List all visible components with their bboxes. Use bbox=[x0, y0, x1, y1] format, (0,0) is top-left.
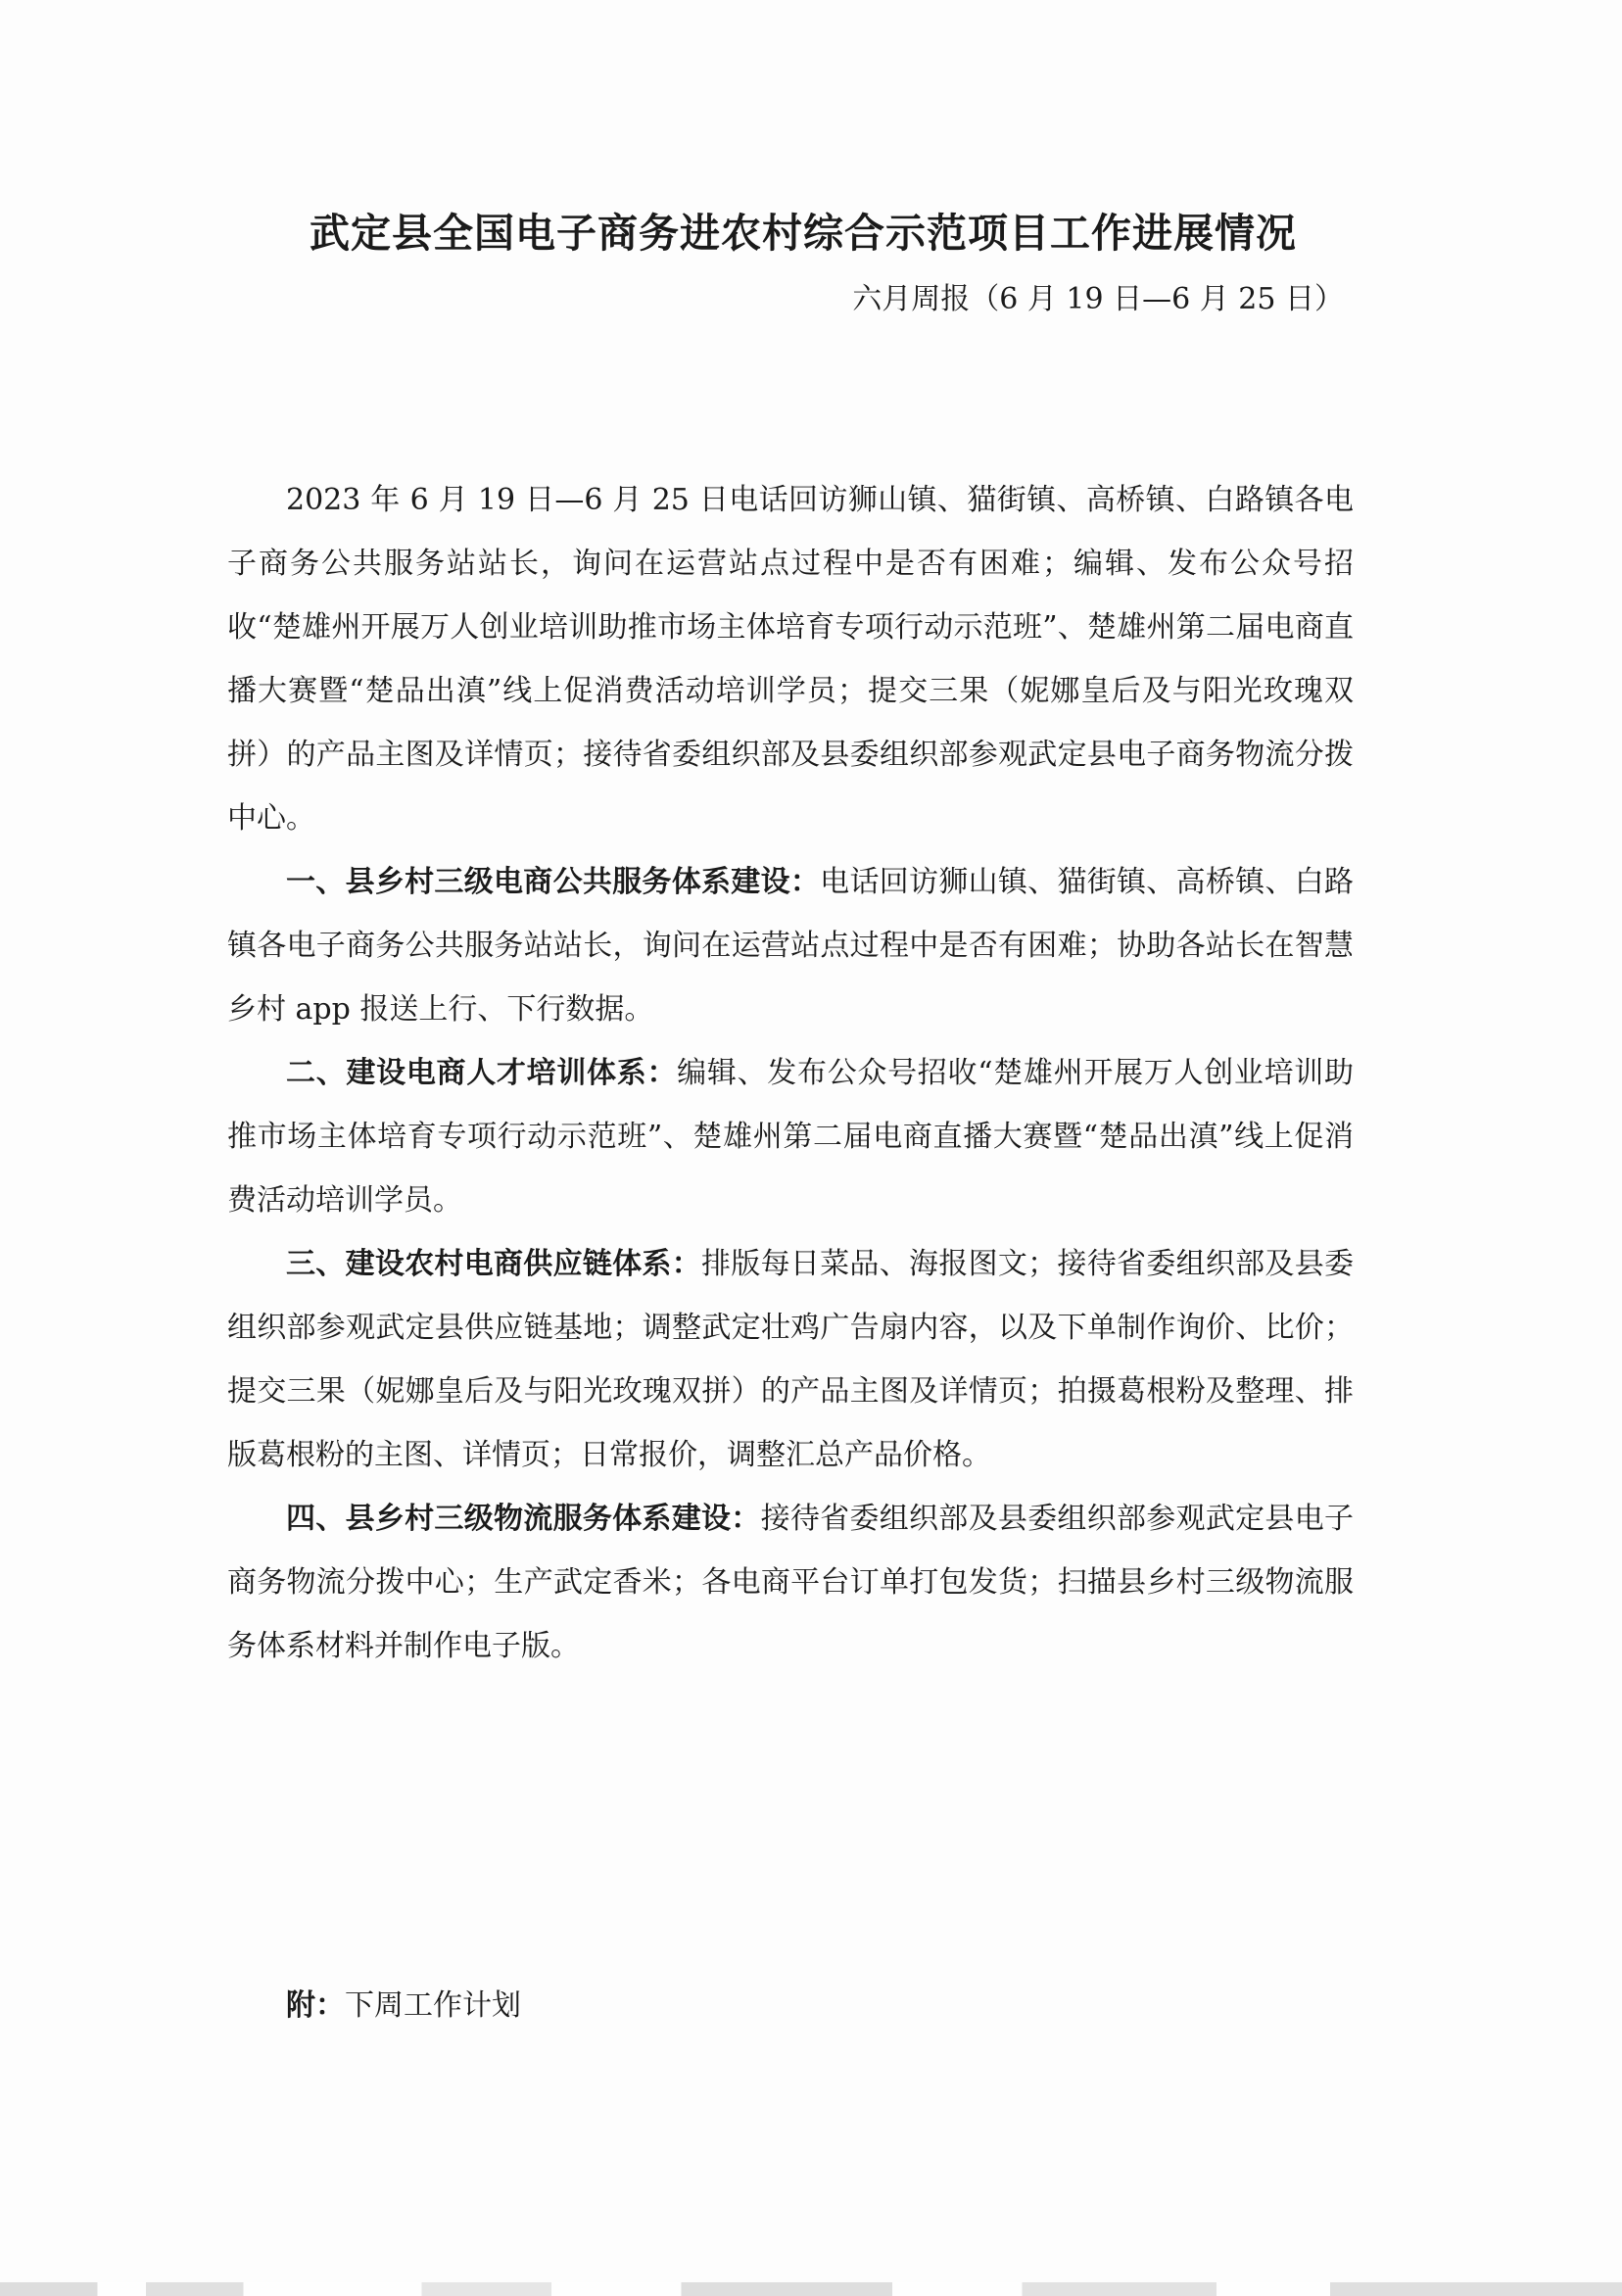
appendix-text: 下周工作计划 bbox=[345, 1988, 521, 2023]
document-subtitle: 六月周报（6 月 19 日—6 月 25 日） bbox=[852, 282, 1344, 316]
section-heading-2: 二、建设电商人才培训体系： bbox=[286, 1056, 678, 1090]
section-text-3: 排版每日菜品、海报图文；接待省委组织部及县委组织部参观武定县供应链基地；调整武定壮鸡广告扇内容，以及下单制作询价、比价；提交三果（妮娜皇后及与阳光玫瑰双拼）的产品主图及详情页；拍摄葛根粉及整理、排版葛根粉的主图、详情页；日常报价，调整汇总产品价格。 bbox=[227, 1247, 1354, 1472]
section-text-4: 接待省委组织部及县委组织部参观武定县电子商务物流分拨中心；生产武定香米；各电商平台订单打包发货；扫描县乡村三级物流服务体系材料并制作电子版。 bbox=[227, 1502, 1355, 1663]
section-heading-4: 四、县乡村三级物流服务体系建设： bbox=[286, 1502, 761, 1536]
document-title: 武定县全国电子商务进农村综合示范项目工作进展情况 bbox=[310, 210, 1297, 257]
intro-paragraph: 2023 年 6 月 19 日—6 月 25 日电话回访狮山镇、猫街镇、高桥镇、白路镇各电子商务公共服务站站长，询问在运营站点过程中是否有困难；编辑、发布公众号招收“楚雄州开展万人创业培训助推市场主体培育专项行动示范班”、楚雄州第二届电商直播大赛暨“楚品出滇”线上促消费活动培训学员；提交三果（妮娜皇后及与阳光玫瑰双拼）的产品主图及详情页；接待省委组织部及县委组织部参观武定县电子商务物流分拨中心。 bbox=[227, 483, 1354, 836]
section-heading-3: 三、建设农村电商供应链体系： bbox=[286, 1247, 701, 1281]
section-paragraph-4 bbox=[227, 1487, 1354, 1678]
section-heading-1: 一、县乡村三级电商公共服务体系建设： bbox=[286, 865, 821, 899]
section-paragraph-1 bbox=[227, 850, 1354, 1041]
appendix bbox=[286, 1981, 521, 2024]
section-paragraph-2 bbox=[227, 1041, 1354, 1232]
section-text-2: 编辑、发布公众号招收“楚雄州开展万人创业培训助推市场主体培育专项行动示范班”、楚雄州第二届电商直播大赛暨“楚品出滇”线上促消费活动培训学员。 bbox=[227, 1056, 1355, 1218]
appendix-label: 附： bbox=[286, 1988, 345, 2023]
section-text-1: 电话回访狮山镇、猫街镇、高桥镇、白路镇各电子商务公共服务站站长，询问在运营站点过程中是否有困难；协助各站长在智慧乡村 app 报送上行、下行数据。 bbox=[227, 865, 1355, 1027]
document-body bbox=[227, 468, 1354, 1678]
scan-edge-artifact bbox=[0, 2282, 1622, 2296]
section-paragraph-3 bbox=[227, 1232, 1354, 1487]
